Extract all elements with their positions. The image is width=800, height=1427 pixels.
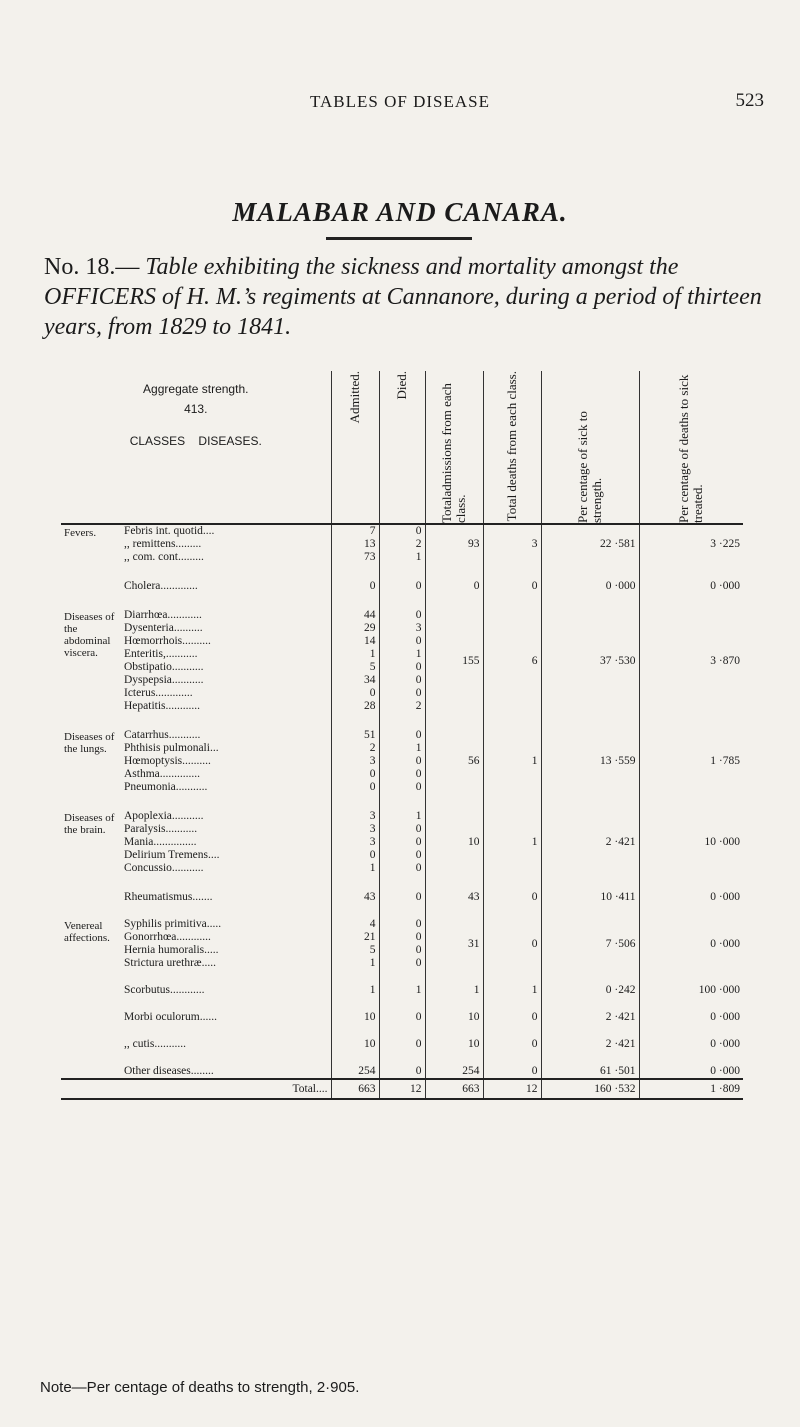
total-admissions-cell: 155 bbox=[425, 593, 483, 713]
total-admissions-cell: 31 bbox=[425, 904, 483, 970]
running-title: TABLES OF DISEASE bbox=[310, 92, 490, 111]
table-row bbox=[61, 904, 743, 931]
total-deaths-cell: 1 bbox=[483, 970, 541, 997]
disease-name: Phthisis pulmonali... bbox=[124, 742, 219, 754]
admitted-cell: 0 bbox=[331, 564, 379, 593]
pct-deaths-cell: 0 ·000 bbox=[639, 1051, 743, 1079]
pct-sick-cell: 10 ·411 bbox=[541, 875, 639, 904]
total-row-spacer bbox=[61, 1079, 121, 1099]
disease-name: Enteritis,........... bbox=[124, 648, 198, 660]
total-label: Total.... bbox=[121, 1079, 331, 1099]
total-deaths-cell: 0 bbox=[483, 997, 541, 1024]
died-cell: 0 bbox=[379, 713, 425, 742]
disease-name: Rheumatismus....... bbox=[124, 891, 213, 903]
total-admissions-cell: 10 bbox=[425, 997, 483, 1024]
table-row bbox=[61, 1024, 743, 1051]
admitted-cell: 1 bbox=[331, 648, 379, 661]
disease-name: Catarrhus........... bbox=[124, 729, 201, 741]
disease-class-label: Diseases of the lungs. bbox=[64, 731, 115, 755]
admitted-cell: 21 bbox=[331, 931, 379, 944]
pct-deaths-cell: 100 ·000 bbox=[639, 970, 743, 997]
table-number: No. 18.— bbox=[44, 254, 140, 280]
admitted-cell: 3 bbox=[331, 794, 379, 823]
total-pct-sick-cell: 160 ·532 bbox=[541, 1079, 639, 1099]
running-header bbox=[0, 92, 800, 116]
pct-deaths-header: Per centage of deaths to sick treated. bbox=[639, 371, 743, 524]
disease-name: Icterus............. bbox=[124, 687, 193, 699]
table-row bbox=[61, 593, 743, 622]
pct-sick-cell: 0 ·242 bbox=[541, 970, 639, 997]
died-cell: 0 bbox=[379, 687, 425, 700]
total-deaths-cell: 0 bbox=[483, 564, 541, 593]
disease-name: Syphilis primitiva..... bbox=[124, 918, 222, 930]
footnote: Note—Per centage of deaths to strength, 2·905. bbox=[40, 1379, 360, 1396]
died-cell: 1 bbox=[379, 648, 425, 661]
pct-deaths-cell: 3 ·870 bbox=[639, 593, 743, 713]
disease-name: Pneumonia........... bbox=[124, 781, 208, 793]
died-cell: 0 bbox=[379, 781, 425, 794]
admitted-cell: 51 bbox=[331, 713, 379, 742]
title-rule bbox=[326, 237, 472, 240]
pct-deaths-cell: 1 ·785 bbox=[639, 713, 743, 794]
died-cell: 1 bbox=[379, 794, 425, 823]
table-row bbox=[61, 524, 743, 538]
disease-name: Delirium Tremens.... bbox=[124, 849, 220, 861]
total-deaths-cell: 1 bbox=[483, 713, 541, 794]
admitted-header: Admitted. bbox=[331, 371, 379, 524]
pct-deaths-cell: 0 ·000 bbox=[639, 997, 743, 1024]
disease-name: Strictura urethræ..... bbox=[124, 957, 216, 969]
total-deaths-header: Total deaths from each class. bbox=[483, 371, 541, 524]
disease-name: Dyspepsia........... bbox=[124, 674, 204, 686]
admitted-cell: 13 bbox=[331, 538, 379, 551]
admitted-cell: 5 bbox=[331, 661, 379, 674]
total-deaths-cell: 0 bbox=[483, 904, 541, 970]
table-total-row bbox=[61, 1079, 743, 1099]
total-deaths-cell: 3 bbox=[483, 524, 541, 564]
total-admissions-cell: 254 bbox=[425, 1051, 483, 1079]
died-cell: 0 bbox=[379, 674, 425, 687]
admitted-cell: 7 bbox=[331, 524, 379, 538]
disease-class-label bbox=[61, 564, 121, 593]
disease-name: Paralysis........... bbox=[124, 823, 198, 835]
disease-name: Gonorrhœa............ bbox=[124, 931, 211, 943]
died-cell: 2 bbox=[379, 538, 425, 551]
disease-class-label bbox=[61, 970, 121, 997]
admitted-cell: 5 bbox=[331, 944, 379, 957]
died-cell: 0 bbox=[379, 997, 425, 1024]
admitted-cell: 3 bbox=[331, 755, 379, 768]
disease-table bbox=[61, 371, 743, 1100]
disease-name: Mania............... bbox=[124, 836, 197, 848]
admitted-cell: 29 bbox=[331, 622, 379, 635]
total-admissions-cell: 56 bbox=[425, 713, 483, 794]
admitted-cell: 254 bbox=[331, 1051, 379, 1079]
disease-name: Morbi oculorum...... bbox=[124, 1011, 217, 1023]
disease-name: Dysenteria.......... bbox=[124, 622, 203, 634]
aggregate-header bbox=[61, 371, 331, 524]
disease-name: Hernia humoralis..... bbox=[124, 944, 219, 956]
pct-sick-cell: 61 ·501 bbox=[541, 1051, 639, 1079]
admitted-cell: 0 bbox=[331, 768, 379, 781]
died-cell: 0 bbox=[379, 904, 425, 931]
disease-name: ,, com. cont......... bbox=[124, 551, 204, 563]
died-cell: 0 bbox=[379, 862, 425, 875]
disease-name: Hœmoptysis.......... bbox=[124, 755, 211, 767]
total-deaths-cell: 1 bbox=[483, 794, 541, 875]
aggregate-label: Aggregate strength. bbox=[143, 382, 249, 396]
total-deaths-cell: 0 bbox=[483, 1024, 541, 1051]
table-row bbox=[61, 794, 743, 823]
total-admissions-cell: 10 bbox=[425, 1024, 483, 1051]
admitted-cell: 0 bbox=[331, 849, 379, 862]
died-cell: 0 bbox=[379, 836, 425, 849]
disease-name: Apoplexia........... bbox=[124, 810, 204, 822]
admitted-cell: 14 bbox=[331, 635, 379, 648]
table-row bbox=[61, 713, 743, 742]
total-admissions-cell: 0 bbox=[425, 564, 483, 593]
pct-deaths-cell: 3 ·225 bbox=[639, 524, 743, 564]
disease-name: ,, cutis........... bbox=[124, 1038, 186, 1050]
died-cell: 0 bbox=[379, 1051, 425, 1079]
disease-name: Other diseases........ bbox=[124, 1065, 214, 1077]
total-deaths-cell: 6 bbox=[483, 593, 541, 713]
admitted-cell: 10 bbox=[331, 997, 379, 1024]
died-cell: 0 bbox=[379, 564, 425, 593]
admitted-cell: 73 bbox=[331, 551, 379, 564]
admitted-cell: 0 bbox=[331, 781, 379, 794]
pct-sick-cell: 0 ·000 bbox=[541, 564, 639, 593]
died-cell: 0 bbox=[379, 823, 425, 836]
admitted-cell: 43 bbox=[331, 875, 379, 904]
disease-name: Hœmorrhois.......... bbox=[124, 635, 211, 647]
total-deaths-cell: 0 bbox=[483, 875, 541, 904]
region-title: MALABAR AND CANARA. bbox=[232, 197, 568, 227]
pct-sick-cell: 13 ·559 bbox=[541, 713, 639, 794]
disease-name: Obstipatio........... bbox=[124, 661, 204, 673]
table-row bbox=[61, 875, 743, 904]
admitted-cell: 1 bbox=[331, 862, 379, 875]
grand-total-admissions-cell: 663 bbox=[425, 1079, 483, 1099]
admitted-cell: 28 bbox=[331, 700, 379, 713]
total-admissions-cell: 10 bbox=[425, 794, 483, 875]
disease-class-label bbox=[61, 875, 121, 904]
pct-sick-cell: 2 ·421 bbox=[541, 1024, 639, 1051]
pct-deaths-cell: 0 ·000 bbox=[639, 564, 743, 593]
died-cell: 0 bbox=[379, 849, 425, 862]
admitted-cell: 0 bbox=[331, 687, 379, 700]
admitted-cell: 10 bbox=[331, 1024, 379, 1051]
table-body bbox=[61, 524, 743, 1099]
classes-header: CLASSES bbox=[129, 434, 186, 448]
table-caption-text: Table exhibiting the sickness and mortality amongst the OFFICERS of H. M.’s regiments at Cannanore, during a period of thirteen years, from 1829 to 1841. bbox=[44, 254, 762, 340]
total-admissions-cell: 43 bbox=[425, 875, 483, 904]
diseases-header: DISEASES. bbox=[198, 434, 262, 448]
total-died-cell: 12 bbox=[379, 1079, 425, 1099]
disease-name: ,, remittens......... bbox=[124, 538, 202, 550]
grand-total-deaths-cell: 12 bbox=[483, 1079, 541, 1099]
died-cell: 0 bbox=[379, 875, 425, 904]
died-cell: 0 bbox=[379, 661, 425, 674]
disease-name: Asthma.............. bbox=[124, 768, 201, 780]
disease-name: Concussio........... bbox=[124, 862, 204, 874]
died-cell: 0 bbox=[379, 944, 425, 957]
admitted-cell: 3 bbox=[331, 836, 379, 849]
died-cell: 1 bbox=[379, 742, 425, 755]
admitted-cell: 1 bbox=[331, 970, 379, 997]
total-admissions-cell: 1 bbox=[425, 970, 483, 997]
died-cell: 0 bbox=[379, 931, 425, 944]
admitted-cell: 34 bbox=[331, 674, 379, 687]
disease-name: Hepatitis............ bbox=[124, 700, 201, 712]
disease-class-label bbox=[61, 997, 121, 1024]
total-admissions-header: Totaladmissions from each class. bbox=[425, 371, 483, 524]
disease-name: Scorbutus............ bbox=[124, 984, 205, 996]
table-row bbox=[61, 1051, 743, 1079]
died-cell: 1 bbox=[379, 551, 425, 564]
pct-sick-header: Per centage of sick to strength. bbox=[541, 371, 639, 524]
pct-sick-cell: 22 ·581 bbox=[541, 524, 639, 564]
died-cell: 2 bbox=[379, 700, 425, 713]
pct-sick-cell: 7 ·506 bbox=[541, 904, 639, 970]
pct-deaths-cell: 0 ·000 bbox=[639, 904, 743, 970]
died-header: Died. bbox=[379, 371, 425, 524]
died-cell: 0 bbox=[379, 635, 425, 648]
total-pct-deaths-cell: 1 ·809 bbox=[639, 1079, 743, 1099]
pct-deaths-cell: 10 ·000 bbox=[639, 794, 743, 875]
disease-name: Cholera............. bbox=[124, 580, 198, 592]
pct-sick-cell: 2 ·421 bbox=[541, 997, 639, 1024]
admitted-cell: 44 bbox=[331, 593, 379, 622]
disease-class-label: Diseases of the abdominal viscera. bbox=[64, 611, 115, 659]
died-cell: 0 bbox=[379, 593, 425, 622]
died-cell: 0 bbox=[379, 957, 425, 970]
table-row bbox=[61, 970, 743, 997]
disease-class-label: Venereal affections. bbox=[64, 920, 110, 944]
pct-sick-cell: 37 ·530 bbox=[541, 593, 639, 713]
admitted-cell: 4 bbox=[331, 904, 379, 931]
died-cell: 3 bbox=[379, 622, 425, 635]
table-header-row bbox=[61, 371, 743, 524]
page-number: 523 bbox=[735, 90, 764, 111]
disease-class-label bbox=[61, 1051, 121, 1079]
died-cell: 0 bbox=[379, 524, 425, 538]
table-row bbox=[61, 564, 743, 593]
total-deaths-cell: 0 bbox=[483, 1051, 541, 1079]
table-row bbox=[61, 997, 743, 1024]
died-cell: 0 bbox=[379, 768, 425, 781]
total-admitted-cell: 663 bbox=[331, 1079, 379, 1099]
pct-deaths-cell: 0 ·000 bbox=[639, 875, 743, 904]
disease-class-label: Diseases of the brain. bbox=[64, 812, 115, 836]
admitted-cell: 2 bbox=[331, 742, 379, 755]
total-admissions-cell: 93 bbox=[425, 524, 483, 564]
died-cell: 0 bbox=[379, 1024, 425, 1051]
disease-class-label bbox=[61, 1024, 121, 1051]
admitted-cell: 1 bbox=[331, 957, 379, 970]
pct-deaths-cell: 0 ·000 bbox=[639, 1024, 743, 1051]
admitted-cell: 3 bbox=[331, 823, 379, 836]
died-cell: 0 bbox=[379, 755, 425, 768]
disease-class-label: Fevers. bbox=[64, 527, 97, 539]
table-caption bbox=[44, 252, 774, 342]
disease-name: Febris int. quotid.... bbox=[124, 525, 215, 537]
died-cell: 1 bbox=[379, 970, 425, 997]
classes-diseases-label bbox=[64, 431, 328, 451]
disease-name: Diarrhœa............ bbox=[124, 609, 202, 621]
pct-sick-cell: 2 ·421 bbox=[541, 794, 639, 875]
aggregate-value: 413. bbox=[184, 402, 208, 416]
